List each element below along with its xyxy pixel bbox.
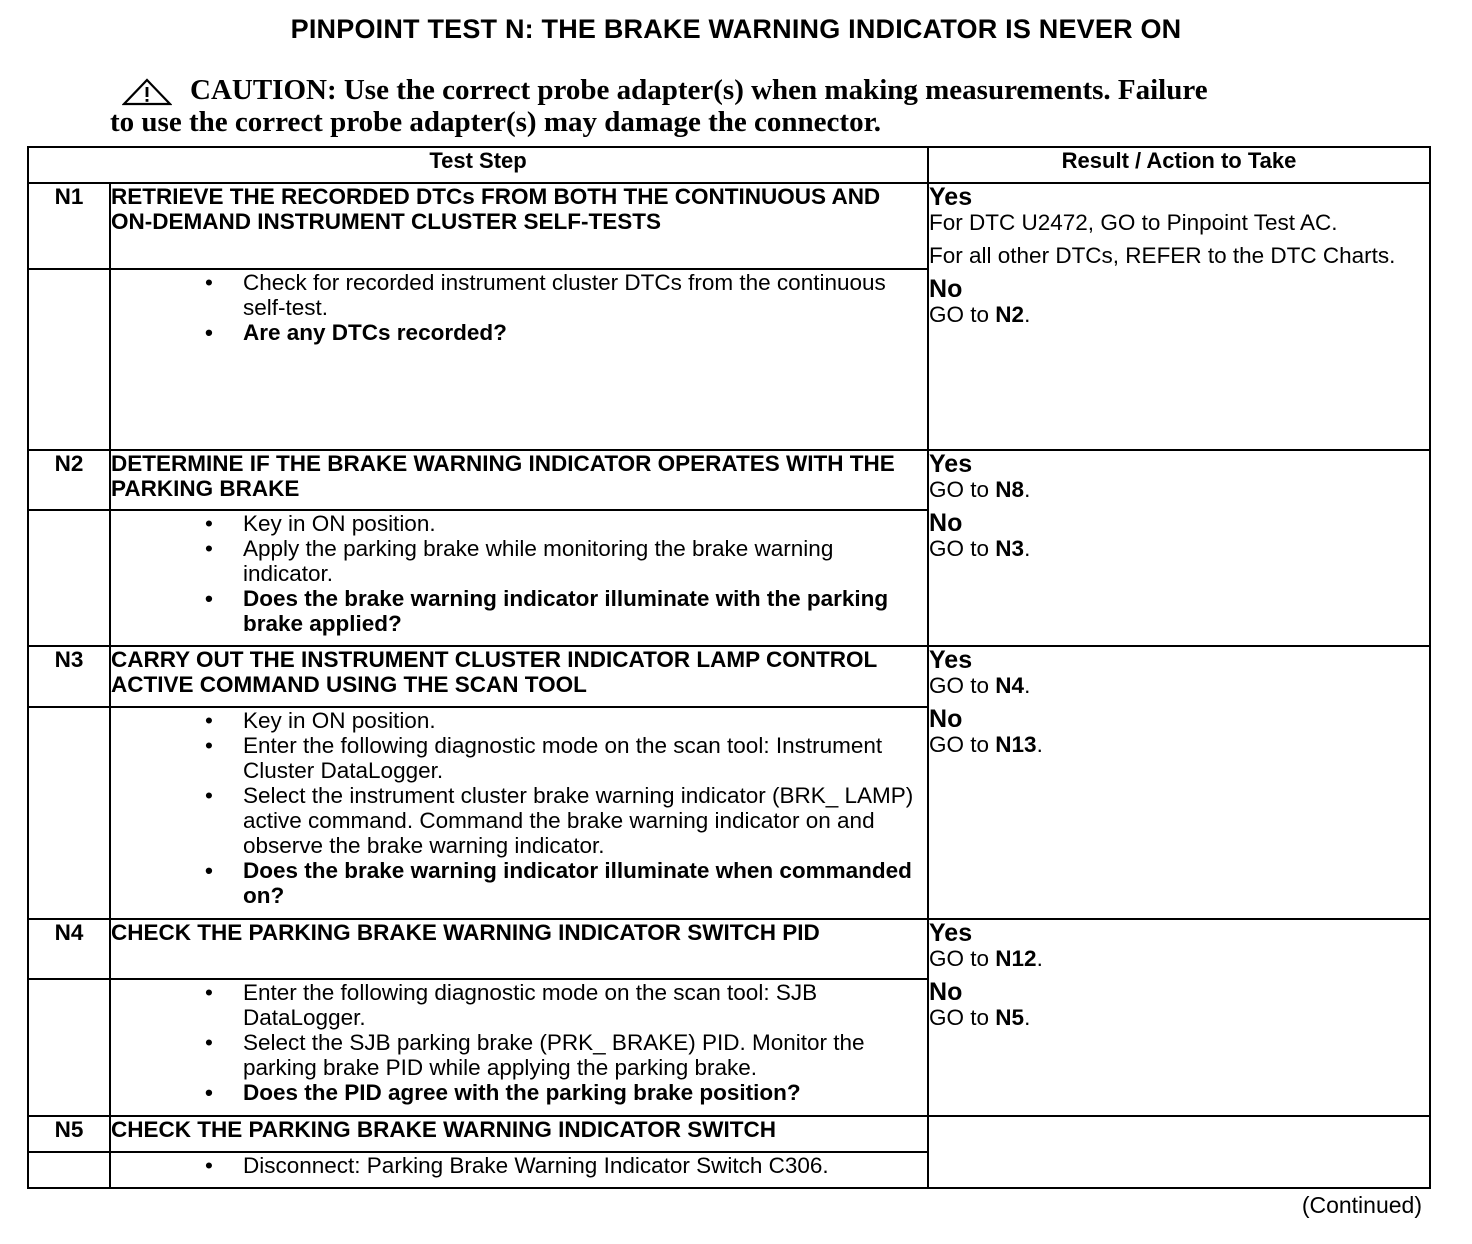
step-id: N3	[28, 646, 110, 706]
result-no-label: No	[929, 508, 963, 537]
step-id-spacer	[28, 510, 110, 646]
step-id-spacer	[28, 979, 110, 1115]
result-no-label: No	[929, 705, 963, 734]
step-body	[110, 510, 928, 646]
step-heading: CHECK THE PARKING BRAKE WARNING INDICATOR SWITCH	[110, 1116, 928, 1152]
result-no-label: No	[929, 275, 963, 304]
result-no-label: No	[929, 978, 963, 1007]
result-yes-label: Yes	[929, 646, 973, 675]
result-no-text: GO to N5.	[929, 1005, 1031, 1031]
step-body	[110, 707, 928, 920]
list-item: • Select the SJB parking brake (PRK_ BRAKE) PID. Monitor the parking brake PID while applying the parking brake.	[205, 1030, 865, 1081]
list-item: • Enter the following diagnostic mode on the scan tool: SJB DataLogger.	[205, 980, 818, 1031]
list-item-question: • Does the PID agree with the parking brake position?	[205, 1080, 801, 1106]
list-item-question: • Does the brake warning indicator illuminate with the parking brake applied?	[205, 586, 889, 637]
step-heading: CHECK THE PARKING BRAKE WARNING INDICATOR SWITCH PID	[110, 919, 928, 979]
step-id-spacer	[28, 1152, 110, 1188]
warning-triangle-icon	[122, 78, 172, 106]
step-heading: DETERMINE IF THE BRAKE WARNING INDICATOR OPERATES WITH THE PARKING BRAKE	[110, 450, 928, 510]
result-no-text: GO to N3.	[929, 535, 1031, 561]
result-yes-label: Yes	[929, 449, 973, 478]
list-item-question: • Are any DTCs recorded?	[205, 320, 507, 346]
list-item: • Apply the parking brake while monitoring the brake warning indicator.	[205, 536, 834, 587]
result-yes-text-2: For all other DTCs, REFER to the DTC Charts.	[929, 243, 1396, 269]
step-id-spacer	[28, 707, 110, 920]
step-id: N1	[28, 183, 110, 269]
caution-note	[110, 74, 1350, 138]
header-test-step: Test Step	[28, 147, 928, 183]
result-yes-label: Yes	[929, 919, 973, 948]
step-body	[110, 1152, 928, 1188]
page-title: PINPOINT TEST N: THE BRAKE WARNING INDICATOR IS NEVER ON	[290, 14, 1182, 44]
list-item: • Disconnect: Parking Brake Warning Indicator Switch C306.	[205, 1152, 829, 1178]
step-body	[110, 269, 928, 450]
result-yes-text: GO to N8.	[929, 476, 1031, 502]
result-no-text: GO to N2.	[929, 302, 1031, 328]
step-body	[110, 979, 928, 1115]
header-result: Result / Action to Take	[928, 147, 1430, 183]
step-result	[928, 183, 1430, 450]
step-result	[928, 919, 1430, 1116]
result-yes-text: For DTC U2472, GO to Pinpoint Test AC.	[929, 210, 1338, 236]
result-yes-text: GO to N12.	[929, 946, 1043, 972]
result-yes-text: GO to N4.	[929, 673, 1031, 699]
list-item: • Enter the following diagnostic mode on the scan tool: Instrument Cluster DataLogger.	[205, 732, 883, 783]
list-item: • Key in ON position.	[205, 707, 436, 733]
step-result	[928, 450, 1430, 647]
step-id: N4	[28, 919, 110, 979]
step-id: N2	[28, 450, 110, 510]
pinpoint-test-table	[27, 146, 1431, 1189]
step-id-spacer	[28, 269, 110, 450]
continued-note: (Continued)	[1301, 1192, 1422, 1218]
list-item: • Select the instrument cluster brake warning indicator (BRK_ LAMP) active command. Command the brake warning indicator on and observe the brake warning indicator.	[205, 782, 914, 858]
step-result	[928, 646, 1430, 919]
list-item: • Key in ON position.	[205, 511, 436, 537]
step-heading: RETRIEVE THE RECORDED DTCs FROM BOTH THE CONTINUOUS AND ON-DEMAND INSTRUMENT CLUSTER SELF-TESTS	[110, 183, 928, 269]
result-yes-label: Yes	[929, 183, 973, 212]
list-item-question: • Does the brake warning indicator illuminate when commanded on?	[205, 857, 912, 908]
step-result	[928, 1116, 1430, 1188]
result-no-text: GO to N13.	[929, 732, 1043, 758]
list-item: • Check for recorded instrument cluster DTCs from the continuous self-test.	[205, 270, 886, 321]
caution-line-2: to use the correct probe adapter(s) may damage the connector.	[110, 106, 882, 138]
step-heading: CARRY OUT THE INSTRUMENT CLUSTER INDICATOR LAMP CONTROL ACTIVE COMMAND USING THE SCAN TOOL	[110, 646, 928, 706]
step-id: N5	[28, 1116, 110, 1152]
caution-line-1: CAUTION: Use the correct probe adapter(s) when making measurements. Failure	[190, 74, 1208, 106]
